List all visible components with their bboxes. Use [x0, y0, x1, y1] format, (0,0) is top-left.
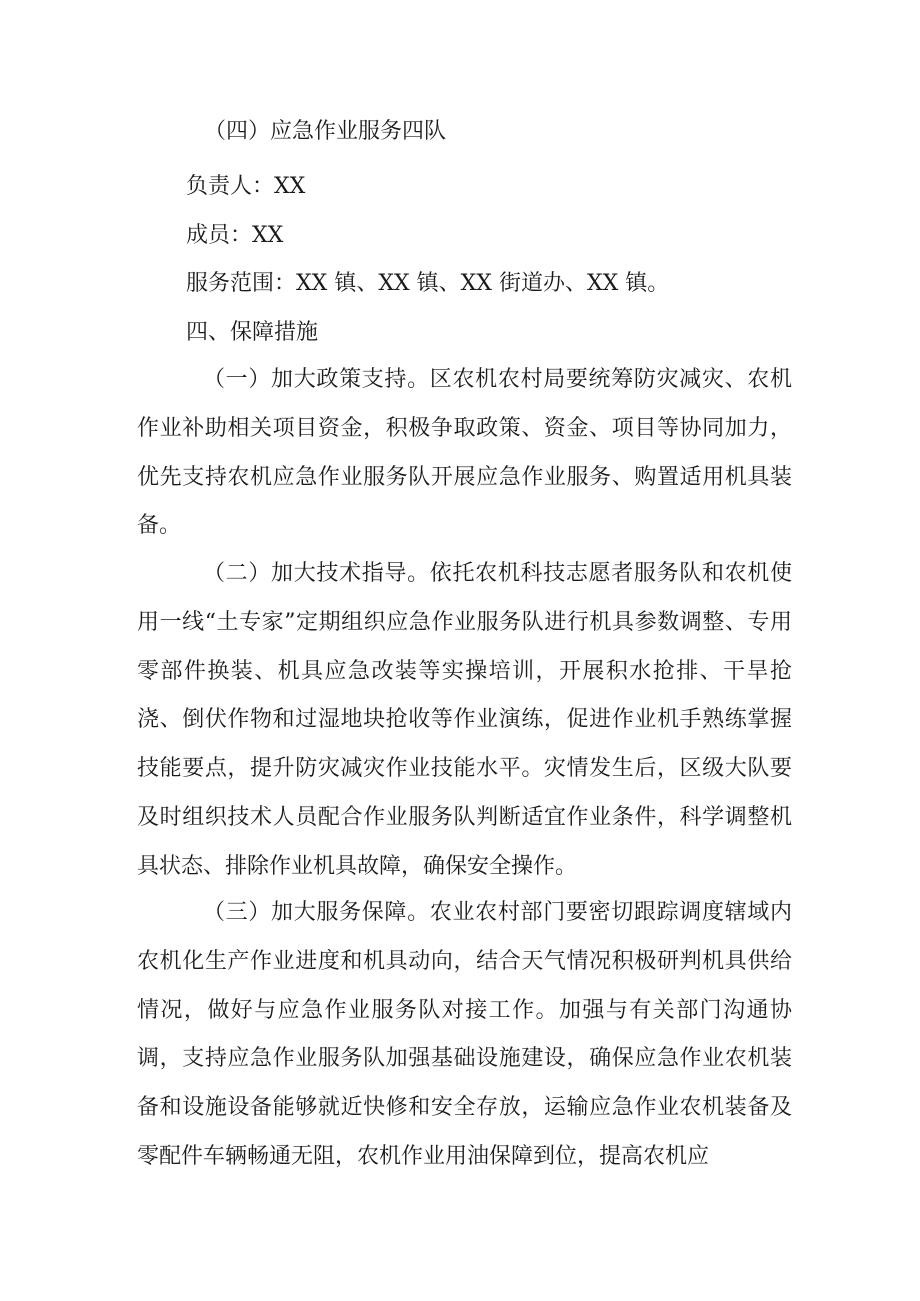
team4-leader: 负责人：XX [186, 174, 306, 199]
team4-service-scope: 服务范围：XX 镇、XX 镇、XX 街道办、XX 镇。 [186, 271, 670, 296]
section-heading-safeguards: 四、保障措施 [186, 320, 319, 345]
team4-members: 成员：XX [186, 223, 284, 248]
paragraph-policy-support: （一）加大政策支持。区农机农村局要统筹防灾减灾、农机作业补助相关项目资金，积极争取政策、资金、项目等协同加力，优先支持农机应急作业服务队开展应急作业服务、购置适用机具装备。 [137, 367, 792, 539]
team4-heading: （四）应急作业服务四队 [204, 119, 447, 144]
paragraph-service-guarantee: （三）加大服务保障。农业农村部门要密切跟踪调度辖域内农机化生产作业进度和机具动向，结合天气情况积极研判机具供给情况，做好与应急作业服务队对接工作。加强与有关部门沟通协调，支持应急作业服务队加强基础设施建设，确保应急作业农机装备和设施设备能够就近快修和安全存放，运输应急作业农机装备及零配件车辆畅通无阻，农机作业用油保障到位，提高农机应 [137, 900, 792, 1169]
paragraph-technical-guidance: （二）加大技术指导。依托农机科技志愿者服务队和农机使用一线“土专家”定期组织应急作业服务队进行机具参数调整、专用零部件换装、机具应急改装等实操培训，开展积水抢排、干旱抢浇、倒伏作物和过湿地块抢收等作业演练，促进作业机手熟练掌握技能要点，提升防灾减灾作业技能水平。灾情发生后，区级大队要及时组织技术人员配合作业服务队判断适宜作业条件，科学调整机具状态、排除作业机具故障，确保安全操作。 [137, 561, 792, 879]
